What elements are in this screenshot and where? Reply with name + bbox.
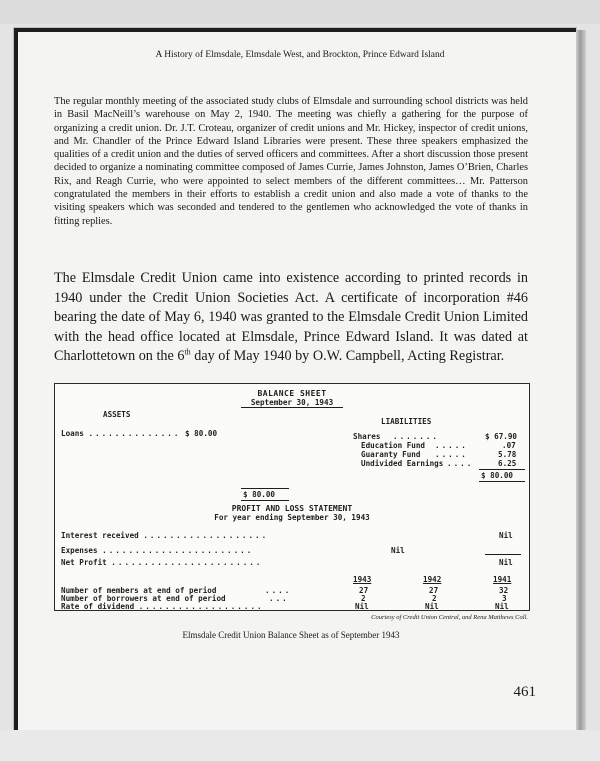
pl-row-interest bbox=[61, 531, 268, 540]
leader-dots: ....................... bbox=[111, 558, 263, 567]
pl-row-net-profit bbox=[61, 558, 262, 567]
stat-members-1943: 27 bbox=[359, 586, 369, 595]
leader-dots: ................... bbox=[138, 602, 264, 611]
pl-value-expenses: Nil bbox=[391, 546, 405, 555]
leader-dots: ... bbox=[269, 594, 289, 603]
leader-dots: ..... bbox=[435, 441, 468, 450]
pl-label: Interest received bbox=[61, 531, 139, 540]
liability-label-shares: Shares bbox=[353, 432, 381, 441]
stat-dividend-1942: Nil bbox=[425, 602, 439, 611]
leader-dots: ................... bbox=[143, 531, 269, 540]
scan-background-bottom bbox=[0, 730, 600, 761]
running-header: A History of Elmsdale, Elmsdale West, and Brockton, Prince Edward Island bbox=[155, 50, 445, 60]
balance-sheet-title: BALANCE SHEET bbox=[257, 389, 327, 398]
stat-members-1941: 32 bbox=[499, 586, 509, 595]
liability-label-undivided-earnings: Undivided Earnings bbox=[361, 459, 444, 468]
year-heading-1942: 1942 bbox=[423, 575, 442, 584]
stat-borrowers-1942: 2 bbox=[432, 594, 437, 603]
ordinal-suffix: th bbox=[184, 347, 191, 357]
stat-dividend-1943: Nil bbox=[355, 602, 369, 611]
leader-dots: ....................... bbox=[102, 546, 254, 555]
stat-members-1942: 27 bbox=[429, 586, 439, 595]
liabilities-heading: LIABILITIES bbox=[381, 417, 432, 426]
liability-label-guaranty-fund: Guaranty Fund bbox=[361, 450, 421, 459]
page-stack-edge bbox=[576, 30, 586, 730]
assets-heading: ASSETS bbox=[103, 410, 131, 419]
stat-dividend-1941: Nil bbox=[495, 602, 509, 611]
pl-subtitle: For year ending September 30, 1943 bbox=[214, 513, 370, 522]
liability-value-education-fund: .07 bbox=[502, 441, 516, 450]
leader-dots: .............. bbox=[88, 429, 181, 438]
stat-label-members: Number of members at end of period bbox=[61, 586, 217, 595]
pl-rule bbox=[485, 554, 521, 555]
liability-value-guaranty-fund: 5.78 bbox=[498, 450, 517, 459]
leader-dots: ..... bbox=[435, 450, 468, 459]
loans-row bbox=[61, 429, 217, 438]
pl-row-expenses bbox=[61, 546, 253, 555]
title-underline bbox=[241, 407, 343, 408]
body-text: The Elmsdale Credit Union came into existence according to printed records in 1940 under the Credit Union Societies Act. A certificate of incorporation #46 bearing the date of May 6, 1940 was granted to the Elmsdale Credit Union Limited with the head office located at Elmsdale, Prince Edward Island. It was dated at Charlottetown on the 6 bbox=[54, 270, 528, 364]
pl-title: PROFIT AND LOSS STATEMENT bbox=[231, 504, 353, 513]
leader-dots: ....... bbox=[393, 432, 440, 441]
pl-value-interest: Nil bbox=[499, 531, 513, 540]
pl-label: Net Profit bbox=[61, 558, 107, 567]
assets-total-double-rule bbox=[241, 500, 289, 501]
stat-borrowers-1943: 2 bbox=[361, 594, 366, 603]
leader-dots: .... bbox=[447, 459, 474, 468]
pl-value-net-profit: Nil bbox=[499, 558, 513, 567]
loans-value: $ 80.00 bbox=[185, 429, 218, 438]
liability-value-shares: $ 67.90 bbox=[485, 432, 518, 441]
liabilities-total-rule bbox=[479, 469, 525, 470]
liabilities-total: $ 80.00 bbox=[481, 471, 514, 480]
assets-total: $ 80.00 bbox=[243, 490, 276, 499]
book-spine-edge bbox=[14, 28, 18, 730]
page-number: 461 bbox=[513, 684, 536, 700]
leader-dots: .... bbox=[265, 586, 292, 595]
liability-label-education-fund: Education Fund bbox=[361, 441, 426, 450]
liabilities-total-double-rule bbox=[479, 481, 525, 482]
stat-label-dividend bbox=[61, 602, 264, 611]
photo-credit: Courtesy of Credit Union Central, and Rena Matthews Coll. bbox=[371, 614, 528, 621]
year-heading-1943: 1943 bbox=[353, 575, 372, 584]
stat-label-borrowers: Number of borrowers at end of period bbox=[61, 594, 226, 603]
loans-label: Loans bbox=[61, 429, 84, 438]
scan-background-top bbox=[0, 0, 600, 24]
balance-sheet-date: September 30, 1943 bbox=[250, 398, 334, 407]
balance-sheet-document bbox=[54, 383, 530, 611]
figure-caption: Elmsdale Credit Union Balance Sheet as of September 1943 bbox=[182, 630, 400, 640]
body-text-end: day of May 1940 by O.W. Campbell, Acting Registrar. bbox=[190, 348, 505, 364]
quoted-minutes-paragraph: The regular monthly meeting of the associated study clubs of Elmsdale and surrounding school districts was held in Basil MacNeill’s warehouse on May 2, 1940. The meeting was chiefly a gathering for the purpose of organizing a credit union. Dr. J.T. Croteau, organizer of credit unions and Mr. Hickey, inspector of credit unions, and Mr. Chandler of the Prince Edward Island Libraries were present. These three speakers emphasized the qualities of a credit union and the duties of served officers and committees. After a short discussion those present decided to organize a nominating committee composed of James Currie, James Johnston, James O’Brien, Charles Rix, and Reagh Currie, who were appointed to select members of the different committees… Mr. Patterson congratulated the members in their efforts to establish a credit union and also made a vote of thanks to the visiting speakers which was seconded and tendered to the gentlemen who acknowledged the vote of thanks in fitting replies. bbox=[54, 96, 528, 227]
year-heading-1941: 1941 bbox=[493, 575, 512, 584]
body-paragraph bbox=[54, 269, 528, 367]
pl-label: Expenses bbox=[61, 546, 98, 555]
stat-borrowers-1941: 3 bbox=[502, 594, 507, 603]
assets-total-rule bbox=[241, 488, 289, 489]
stat-label: Rate of dividend bbox=[61, 602, 135, 611]
liability-value-undivided-earnings: 6.25 bbox=[498, 459, 517, 468]
